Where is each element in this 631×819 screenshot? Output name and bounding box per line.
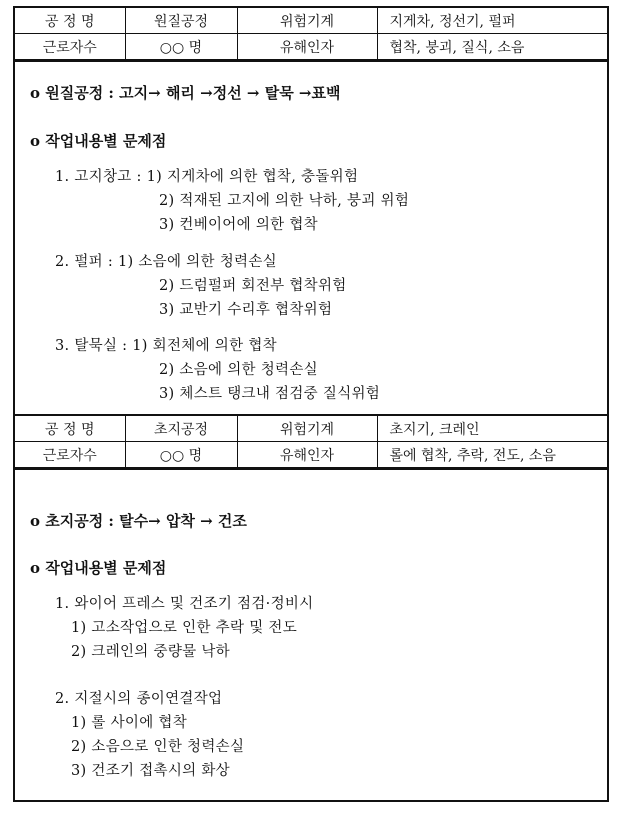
label-process-name: 공 정 명 [15, 416, 125, 442]
label-hazard-machine: 위험기계 [237, 416, 377, 442]
item-sub: 3) 건조기 접촉시의 화상 [71, 763, 230, 779]
problems-heading-2: o 작업내용별 문제점 [30, 559, 167, 577]
item-sub: 3) 교반기 수리후 협착위험 [159, 302, 333, 318]
value-hazard-machine: 지게차, 정선기, 펄퍼 [377, 8, 607, 34]
label-process-name: 공 정 명 [15, 8, 125, 34]
label-worker-count: 근로자수 [15, 442, 125, 468]
section-1-body [15, 62, 607, 414]
value-worker-count: ○○ 명 [125, 34, 237, 60]
item-sub: 2) 크레인의 중량물 낙하 [71, 644, 230, 660]
table-row [15, 416, 607, 442]
label-harmful-factor: 유해인자 [237, 442, 377, 468]
item-sub: 1) 롤 사이에 협착 [71, 715, 188, 731]
document-frame [13, 6, 609, 802]
item-sub: 2) 소음으로 인한 청력손실 [71, 739, 245, 755]
table-row [15, 34, 607, 60]
item-sub: 1) 고소작업으로 인한 추락 및 전도 [71, 620, 298, 636]
item-sub: 2) 소음에 의한 청력손실 [159, 362, 318, 378]
label-harmful-factor: 유해인자 [237, 34, 377, 60]
item-title: 1. 고지창고 : 1) 지게차에 의한 협착, 충돌위험 [55, 169, 359, 185]
item-sub: 2) 드럼펄퍼 회전부 협착위험 [159, 278, 347, 294]
item-sub: 2) 적재된 고지에 의한 낙하, 붕괴 위험 [159, 193, 410, 209]
value-hazard-machine: 초지기, 크레인 [377, 416, 607, 442]
problems-heading-1: o 작업내용별 문제점 [30, 132, 167, 150]
value-process-name: 초지공정 [125, 416, 237, 442]
item-sub: 3) 체스트 탱크내 점검중 질식위험 [159, 386, 381, 402]
item-title: 2. 지절시의 종이연결작업 [55, 691, 223, 707]
section-2-body [15, 470, 607, 800]
value-worker-count: ○○ 명 [125, 442, 237, 468]
value-harmful-factor: 롤에 협착, 추락, 전도, 소음 [377, 442, 607, 468]
process-info-table-2 [15, 414, 607, 470]
value-process-name: 원질공정 [125, 8, 237, 34]
item-title: 1. 와이어 프레스 및 건조기 점검·정비시 [55, 596, 314, 612]
table-row [15, 8, 607, 34]
table-row [15, 442, 607, 468]
item-title: 2. 펄퍼 : 1) 소음에 의한 청력손실 [55, 254, 277, 270]
process-flow-heading-1: o 원질공정 : 고지→ 해리 →정선 → 탈묵 →표백 [30, 84, 341, 102]
item-sub: 3) 컨베이어에 의한 협착 [159, 217, 318, 233]
value-harmful-factor: 협착, 붕괴, 질식, 소음 [377, 34, 607, 60]
label-hazard-machine: 위험기계 [237, 8, 377, 34]
item-title: 3. 탈묵실 : 1) 회전체에 의한 협착 [55, 338, 277, 354]
process-info-table-1 [15, 8, 607, 62]
label-worker-count: 근로자수 [15, 34, 125, 60]
process-flow-heading-2: o 초지공정 : 탈수→ 압착 → 건조 [30, 512, 247, 530]
